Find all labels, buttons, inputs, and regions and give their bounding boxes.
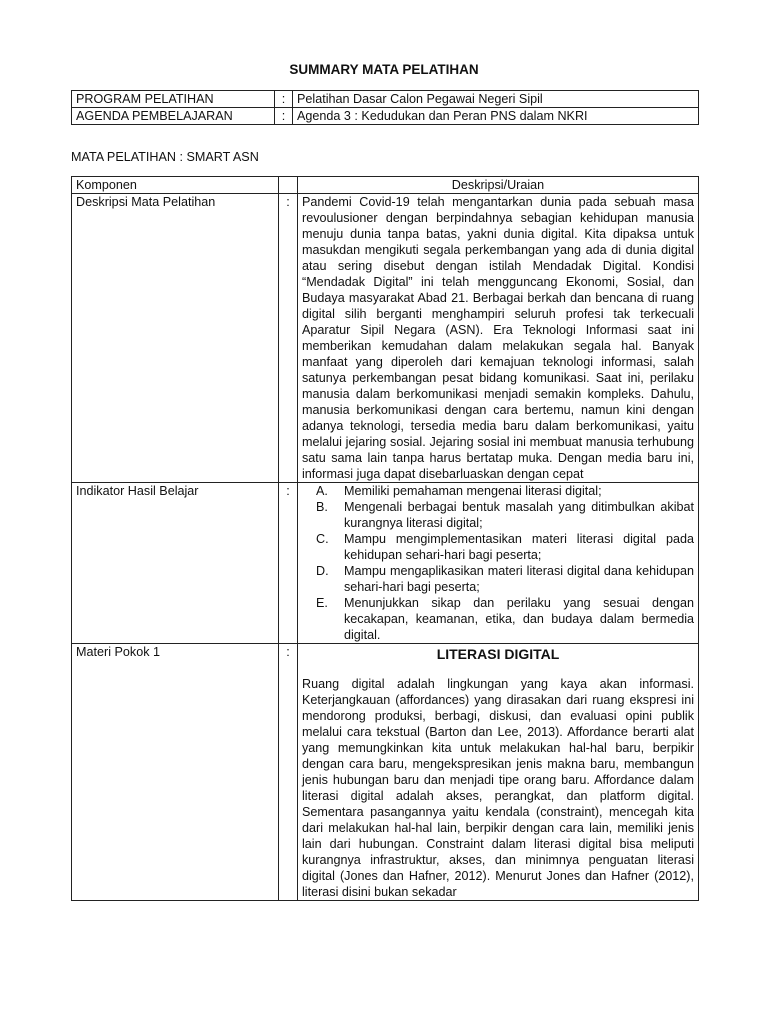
indikator-label: Indikator Hasil Belajar: [72, 483, 279, 644]
list-item: [302, 483, 694, 499]
item-text: Mengenali berbagai bentuk masalah yang ditimbulkan akibat kurangnya literasi digital;: [344, 500, 694, 530]
materi-label: Materi Pokok 1: [72, 644, 279, 901]
materi-text: Ruang digital adalah lingkungan yang kaya akan informasi. Keterjangkauan (affordances) yang dirasakan dari ruang ekspresi ini mendorong produksi, berbagi, diskusi, dan evaluasi opini publik melalui cara tekstual (Barton dan Lee, 2013). Affordance berarti alat yang memungkinkan kita untuk melakukan hal-hal baru, berpikir dengan cara baru, mengekspresikan jenis makna baru, membangun jenis hubungan baru dan menjadi tipe orang baru. Affordance dalam literasi digital adalah akses, perangkat, dan platform digital. Sementara pasangannya yaitu kendala (constraint), mencegah kita dari melakukan hal-hal lain, berpikir dengan cara lain, memiliki jenis lain dari hubungan. Constraint dalam literasi digital bisa meliputi kurangnya infrastruktur, akses, dan minimnya penguatan literasi digital (Jones dan Hafner, 2012). Menurut Jones dan Hafner (2012), literasi disini bukan sekadar: [302, 677, 694, 899]
deskripsi-label: Deskripsi Mata Pelatihan: [72, 194, 279, 483]
deskripsi-row: [72, 194, 699, 483]
program-colon: :: [275, 91, 293, 108]
header-component: Komponen: [72, 177, 279, 194]
item-letter: D.: [316, 564, 329, 578]
deskripsi-text: Pandemi Covid-19 telah mengantarkan dunia pada sebuah masa revoulusioner dengan berpindahnya sebagian kehidupan manusia menuju dunia tanpa batas, yakni dunia digital. Kita dipaksa untuk masukdan mengikuti segala perkembangan yang ada di dunia digital atau sering disebut dengan istilah Mendadak Digital. Kondisi “Mendadak Digital” ini telah mengguncang Ekonomi, Sosial, dan Budaya masyarakat Abad 21. Berbagai berkah dan bencana di ruang digital silih berganti menghampiri seluruh profesi tak terkecuali Aparatur Sipil Negara (ASN). Era Teknologi Informasi saat ini memberikan kemudahan dalam melakukan segala hal. Banyak manfaat yang diperoleh dari kemajuan teknologi informasi, salah satunya perkembangan pesat bidang komunikasi. Saat ini, perilaku manusia dalam berkomunikasi menjadi semakin kompleks. Dahulu, manusia berkomunikasi dengan cara bertemu, namun kini dengan adanya teknologi, tersedia media baru dalam berkomunikasi, yaitu melalui jejaring sosial. Jejaring sosial ini membuat manusia terhubung satu sama lain tanpa harus bertatap muka. Dengan media baru ini, informasi juga dapat disebarluaskan dengan cepat: [298, 194, 699, 483]
item-text: Memiliki pemahaman mengenai literasi digital;: [344, 484, 602, 498]
materi-colon: :: [279, 644, 298, 901]
program-row: [72, 91, 699, 108]
agenda-value: Agenda 3 : Kedudukan dan Peran PNS dalam NKRI: [293, 108, 699, 125]
materi-cell: [298, 644, 699, 901]
list-item: [302, 563, 694, 595]
content-table: [71, 176, 699, 901]
header-description: Deskripsi/Uraian: [298, 177, 699, 194]
item-text: Mampu mengaplikasikan materi literasi digital dana kehidupan sehari-hari bagi peserta;: [344, 564, 694, 594]
list-item: [302, 531, 694, 563]
indikator-cell: [298, 483, 699, 644]
list-item: [302, 595, 694, 643]
item-letter: E.: [316, 596, 328, 610]
agenda-colon: :: [275, 108, 293, 125]
course-label: MATA PELATIHAN : SMART ASN: [71, 150, 259, 164]
materi-row: [72, 644, 699, 901]
item-letter: B.: [316, 500, 328, 514]
item-letter: C.: [316, 532, 329, 546]
header-colon-cell: [279, 177, 298, 194]
indikator-row: [72, 483, 699, 644]
item-text: Menunjukkan sikap dan perilaku yang sesuai dengan kecakapan, keamanan, etika, dan budaya dalam bermedia digital.: [344, 596, 694, 642]
agenda-row: [72, 108, 699, 125]
program-table: [71, 90, 699, 125]
program-label: PROGRAM PELATIHAN: [72, 91, 275, 108]
materi-heading: LITERASI DIGITAL: [436, 646, 560, 662]
item-letter: A.: [316, 484, 328, 498]
list-item: [302, 499, 694, 531]
indikator-list: [302, 483, 694, 643]
program-value: Pelatihan Dasar Calon Pegawai Negeri Sipil: [293, 91, 699, 108]
table-header-row: [72, 177, 699, 194]
item-text: Mampu mengimplementasikan materi literasi digital pada kehidupan sehari-hari bagi peserta;: [344, 532, 694, 562]
page-title: SUMMARY MATA PELATIHAN: [289, 62, 479, 77]
indikator-colon: :: [279, 483, 298, 644]
agenda-label: AGENDA PEMBELAJARAN: [72, 108, 275, 125]
deskripsi-colon: :: [279, 194, 298, 483]
